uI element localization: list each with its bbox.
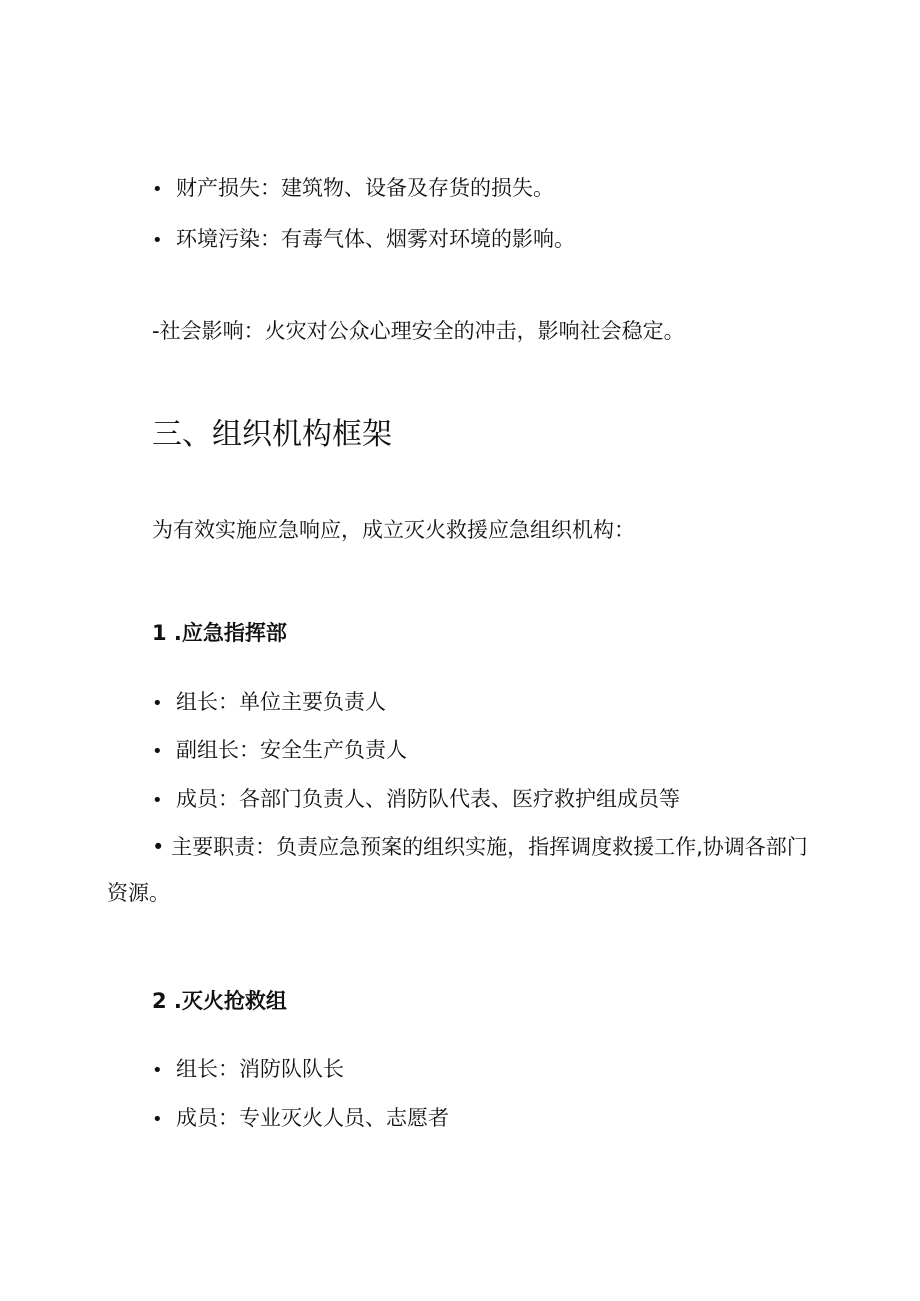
list-item: [152, 1055, 344, 1085]
bullet: •: [152, 790, 163, 811]
list-item-text: 成员：各部门负责人、消防队代表、医疗救护组成员等: [176, 787, 680, 811]
bullet: •: [152, 741, 163, 762]
social-impact-line: -社会影响：火灾对公众心理安全的冲击，影响社会稳定。: [152, 319, 685, 343]
bullet: •: [152, 1109, 163, 1130]
list-item-text: 成员：专业灭火人员、志愿者: [176, 1106, 449, 1130]
list-item: [152, 785, 680, 815]
list-item-environment-pollution: [152, 225, 575, 255]
group-heading-firefighting: 2 .灭火抢救组: [152, 989, 287, 1013]
list-item: [152, 736, 407, 766]
bullet: •: [152, 1060, 163, 1081]
list-item: [152, 1104, 449, 1134]
section-title: 三、组织机构框架: [152, 417, 392, 452]
list-item-text: 组长：消防队队长: [176, 1057, 344, 1081]
bullet: •: [152, 693, 163, 714]
list-item-wrapped: [107, 824, 819, 916]
list-item-text: 环境污染：有毒气体、烟雾对环境的影响。: [176, 227, 575, 251]
list-item-text: 副组长：安全生产负责人: [176, 738, 407, 762]
list-item-text: 组长：单位主要负责人: [176, 690, 386, 714]
group-heading-command: 1 .应急指挥部: [152, 621, 287, 645]
bullet: •: [152, 179, 163, 200]
list-item: [152, 688, 386, 718]
section-intro: 为有效实施应急响应，成立灭火救援应急组织机构：: [152, 518, 635, 542]
list-item-property-loss: [152, 174, 554, 204]
bullet: •: [152, 230, 163, 251]
bullet: •: [152, 835, 165, 859]
list-item-text: 主要职责：负责应急预案的组织实施，指挥调度救援工作,协调各部门资源。: [107, 835, 808, 905]
list-item-text: 财产损失：建筑物、设备及存货的损失。: [176, 176, 554, 200]
